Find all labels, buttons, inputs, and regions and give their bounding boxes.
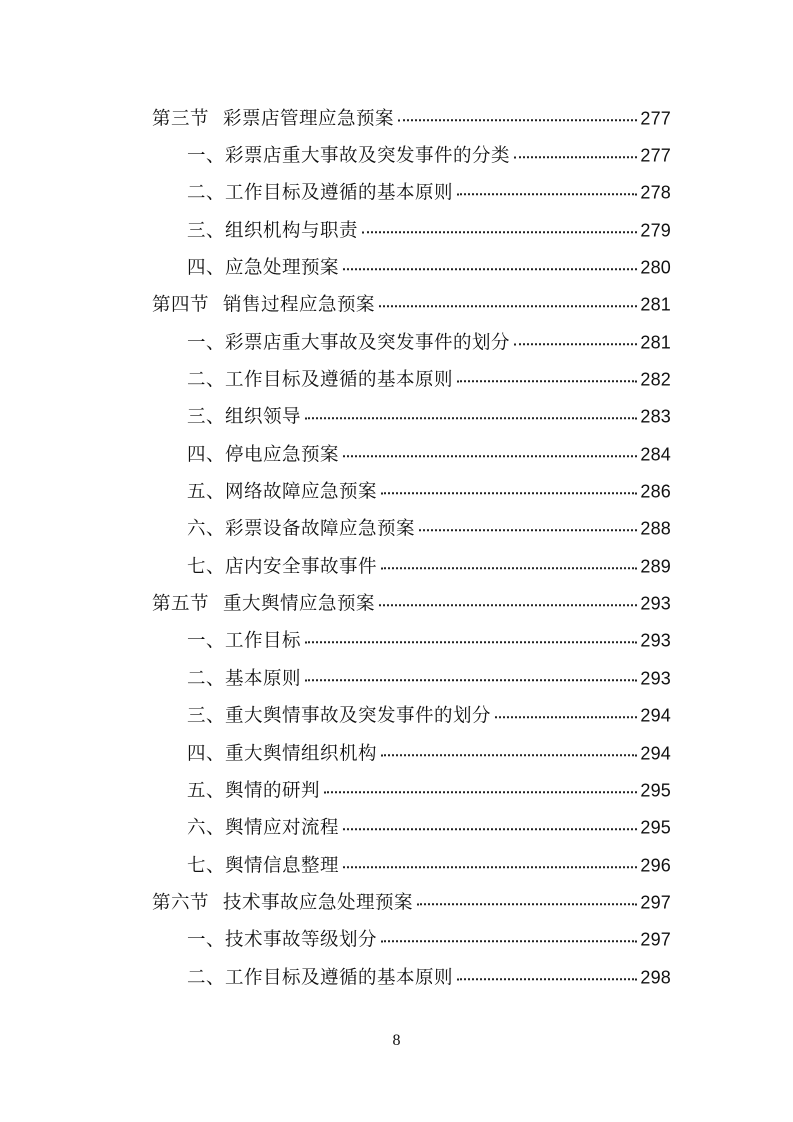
toc-entry-page: 280 [640,257,671,278]
dot-leader [343,268,637,270]
toc-entry-page: 277 [640,107,671,128]
toc-entry-number: 六、 [187,518,226,540]
dot-leader [381,940,637,942]
toc-entry-page: 298 [640,966,671,987]
toc-entry-title: 工作目标及遵循的基本原则 [225,966,454,988]
toc-subsection-entry[interactable] [0,399,793,436]
toc-entry-number: 五、 [187,780,226,802]
toc-entry-number: 二、 [187,966,226,988]
toc-entry-title: 店内安全事故事件 [225,556,378,578]
dot-leader [381,492,637,494]
toc-entry-number: 一、 [187,630,226,652]
toc-subsection-entry[interactable] [0,922,793,959]
toc-entry-title: 组织机构与职责 [225,219,359,241]
toc-entry-title: 组织领导 [225,406,302,428]
toc-entry-page: 296 [640,854,671,875]
page-number: 8 [392,1032,401,1049]
toc-entry-title: 舆情应对流程 [225,817,340,839]
toc-entry-page: 294 [640,705,671,726]
toc-entry-page: 278 [640,182,671,203]
dot-leader [457,194,637,196]
toc-entry-title: 停电应急预案 [225,444,340,466]
toc-entry-title: 工作目标及遵循的基本原则 [225,182,454,204]
toc-section-entry[interactable] [0,287,793,324]
toc-entry-title: 彩票店重大事故及突发事件的分类 [225,145,511,167]
toc-subsection-entry[interactable] [0,361,793,398]
dot-leader [379,604,637,606]
dot-leader [381,754,637,756]
toc-subsection-entry[interactable] [0,175,793,212]
toc-entry-page: 297 [640,892,671,913]
toc-entry-number: 一、 [187,929,226,951]
toc-entry-title: 彩票店重大事故及突发事件的划分 [225,331,511,353]
dot-leader [305,418,637,420]
dot-leader [398,119,637,121]
toc-subsection-entry[interactable] [0,511,793,548]
toc-entry-page: 294 [640,742,671,763]
toc-entry-title: 工作目标及遵循的基本原则 [225,369,454,391]
dot-leader [495,716,637,718]
toc-entry-page: 283 [640,406,671,427]
toc-section-entry[interactable] [0,585,793,622]
toc-entry-title: 网络故障应急预案 [225,481,378,503]
toc-entry-page: 289 [640,556,671,577]
toc-entry-page: 297 [640,929,671,950]
toc-subsection-entry[interactable] [0,660,793,697]
toc-entry-page: 284 [640,444,671,465]
toc-entry-number: 二、 [187,369,226,391]
toc-entry-page: 295 [640,817,671,838]
dot-leader [305,642,637,644]
toc-entry-number: 四、 [187,444,226,466]
toc-entry-number: 第五节 [152,593,210,615]
toc-section-entry[interactable] [0,100,793,137]
toc-entry-number: 二、 [187,668,226,690]
toc-entry-number: 第四节 [152,294,210,316]
toc-subsection-entry[interactable] [0,847,793,884]
toc-entry-page: 288 [640,518,671,539]
toc-subsection-entry[interactable] [0,473,793,510]
toc-entry-number: 三、 [187,705,226,727]
toc-subsection-entry[interactable] [0,698,793,735]
toc-entry-page: 281 [640,331,671,352]
toc-entry-title: 重大舆情组织机构 [225,742,378,764]
toc-entry-number: 六、 [187,817,226,839]
toc-entry-page: 295 [640,780,671,801]
toc-entry-title: 重大舆情事故及突发事件的划分 [225,705,492,727]
toc-entry-number: 五、 [187,481,226,503]
toc-entry-page: 281 [640,294,671,315]
toc-subsection-entry[interactable] [0,735,793,772]
toc-entry-number: 三、 [187,406,226,428]
dot-leader [343,866,637,868]
toc-entry-number: 四、 [187,742,226,764]
toc-entry-number: 第六节 [152,892,210,914]
toc-entry-page: 282 [640,369,671,390]
dot-leader [419,530,637,532]
toc-subsection-entry[interactable] [0,436,793,473]
toc-subsection-entry[interactable] [0,810,793,847]
toc-entry-title: 彩票店管理应急预案 [223,107,395,129]
dot-leader [324,791,637,793]
toc-entry-title: 技术事故等级划分 [225,929,378,951]
toc-subsection-entry[interactable] [0,324,793,361]
toc-entry-title: 彩票设备故障应急预案 [225,518,416,540]
toc-subsection-entry[interactable] [0,548,793,585]
toc-entry-page: 293 [640,593,671,614]
toc-entry-page: 277 [640,145,671,166]
toc-subsection-entry[interactable] [0,772,793,809]
dot-leader [305,679,637,681]
toc-entry-number: 七、 [187,556,226,578]
toc-entry-number: 一、 [187,145,226,167]
toc-entry-page: 293 [640,668,671,689]
dot-leader [381,567,637,569]
dot-leader [417,903,637,905]
toc-entry-number: 二、 [187,182,226,204]
toc-entry-title: 舆情信息整理 [225,854,340,876]
dot-leader [343,455,637,457]
toc-subsection-entry[interactable] [0,212,793,249]
toc-entry-title: 技术事故应急处理预案 [223,892,414,914]
dot-leader [379,306,637,308]
toc-subsection-entry[interactable] [0,249,793,286]
toc-entry-title: 舆情的研判 [225,780,321,802]
toc-section-entry[interactable] [0,884,793,921]
toc-entry-page: 293 [640,630,671,651]
toc-entry-number: 三、 [187,219,226,241]
dot-leader [514,343,637,345]
toc-entry-title: 基本原则 [225,668,302,690]
toc-entry-number: 七、 [187,854,226,876]
toc-entry-page: 286 [640,481,671,502]
table-of-contents [0,100,793,996]
toc-entry-title: 重大舆情应急预案 [223,593,376,615]
toc-subsection-entry[interactable] [0,959,793,996]
dot-leader [343,828,637,830]
toc-entry-page: 279 [640,219,671,240]
toc-entry-title: 销售过程应急预案 [223,294,376,316]
dot-leader [457,380,637,382]
dot-leader [362,231,637,233]
toc-subsection-entry[interactable] [0,137,793,174]
toc-entry-number: 一、 [187,331,226,353]
toc-entry-title: 应急处理预案 [225,257,340,279]
toc-entry-number: 第三节 [152,107,210,129]
toc-entry-title: 工作目标 [225,630,302,652]
dot-leader [457,978,637,980]
toc-subsection-entry[interactable] [0,623,793,660]
dot-leader [514,156,637,158]
toc-entry-number: 四、 [187,257,226,279]
